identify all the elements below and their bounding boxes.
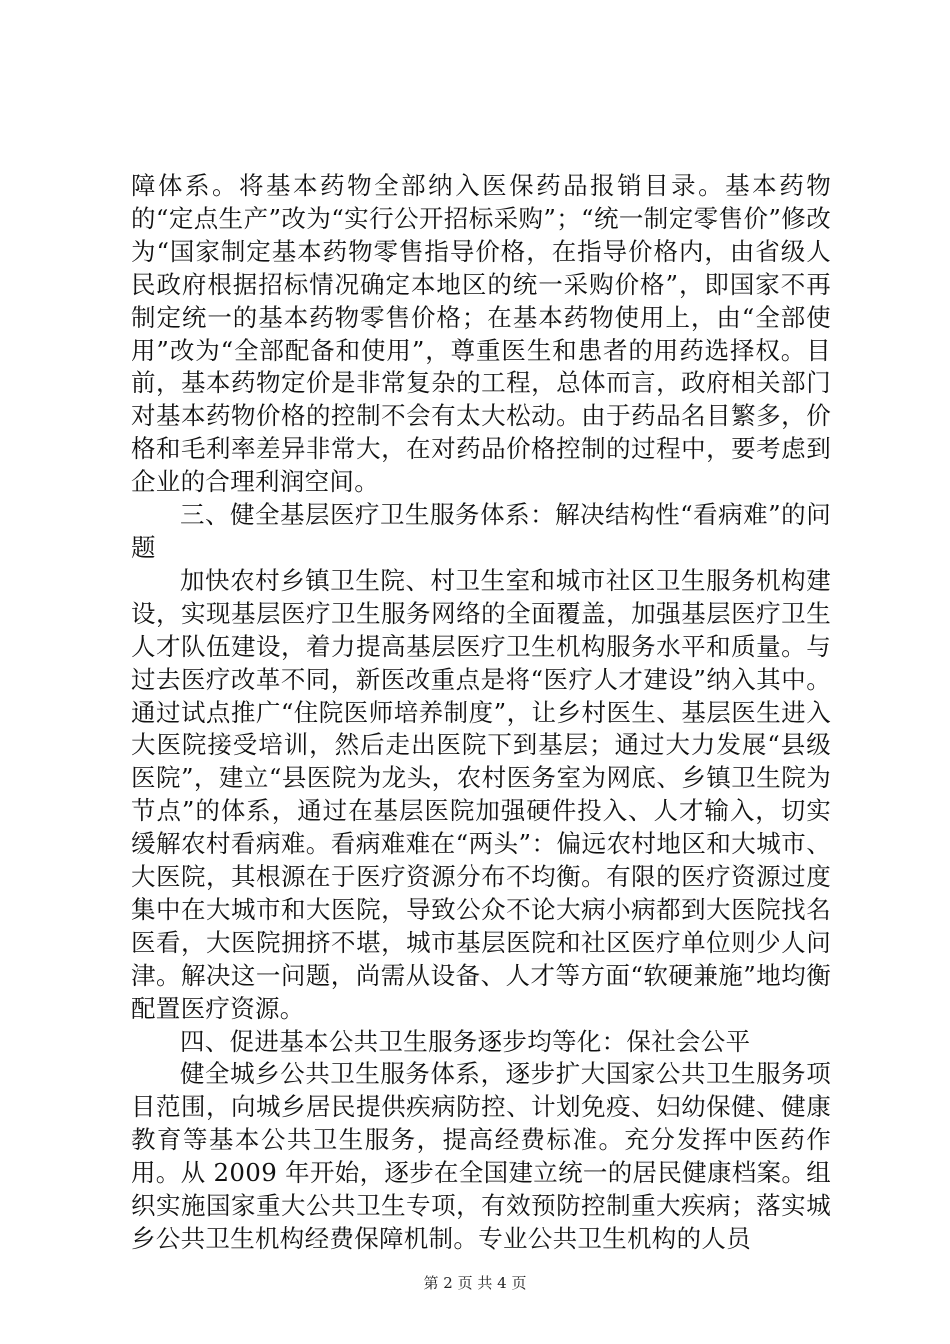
section-heading-3: 三、健全基层医疗卫生服务体系：解决结构性“看病难”的问题 [131,500,831,562]
paragraph-section-4: 健全城乡公共卫生服务体系，逐步扩大国家公共卫生服务项目范围，向城乡居民提供疾病防控、计划免疫、妇幼保健、健康教育等基本公共卫生服务，提高经费标准。充分发挥中医药作用。从 2009 年开始，逐步在全国建立统一的居民健康档案。组织实施国家重大公共卫生专项，有效预防控制重大疾病；落实城乡公共卫生机构经费保障机制。专业公共卫生机构的人员 [131,1059,831,1253]
paragraph-section-3: 加快农村乡镇卫生院、村卫生室和城市社区卫生服务机构建设，实现基层医疗卫生服务网络的全面覆盖，加强基层医疗卫生人才队伍建设，着力提高基层医疗卫生机构服务水平和质量。与过去医疗改革不同，新医改重点是将“医疗人才建设”纳入其中。通过试点推广“住院医师培养制度”，让乡村医生、基层医生进入大医院接受培训，然后走出医院下到基层；通过大力发展“县级医院”，建立“县医院为龙头，农村医务室为网底、乡镇卫生院为节点”的体系，通过在基层医院加强硬件投入、人才输入，切实缓解农村看病难。看病难难在“两头”：偏远农村地区和大城市、大医院，其根源在于医疗资源分布不均衡。有限的医疗资源过度集中在大城市和大医院，导致公众不论大病小病都到大医院找名医看，大医院拥挤不堪，城市基层医院和社区医疗单位则少人问津。解决这一问题，尚需从设备、人才等方面“软硬兼施”地均衡配置医疗资源。 [131,565,832,1023]
page-number-footer: 第 2 页 共 4 页 [423,1274,527,1292]
document-body [131,170,831,1256]
section-heading-4: 四、促进基本公共卫生服务逐步均等化：保社会公平 [180,1026,751,1056]
paragraph-continued: 障体系。将基本药物全部纳入医保药品报销目录。基本药物的“定点生产”改为“实行公开招标采购”；“统一制定零售价”修改为“国家制定基本药物零售指导价格，在指导价格内，由省级人民政府根据招标情况确定本地区的统一采购价格”，即国家不再制定统一的基本药物零售价格；在基本药物使用上，由“全部使用”改为“全部配备和使用”，尊重医生和患者的用药选择权。目前，基本药物定价是非常复杂的工程，总体而言，政府相关部门对基本药物价格的控制不会有太大松动。由于药品名目繁多，价格和毛利率差异非常大，在对药品价格控制的过程中，要考虑到企业的合理利润空间。 [131,171,832,497]
